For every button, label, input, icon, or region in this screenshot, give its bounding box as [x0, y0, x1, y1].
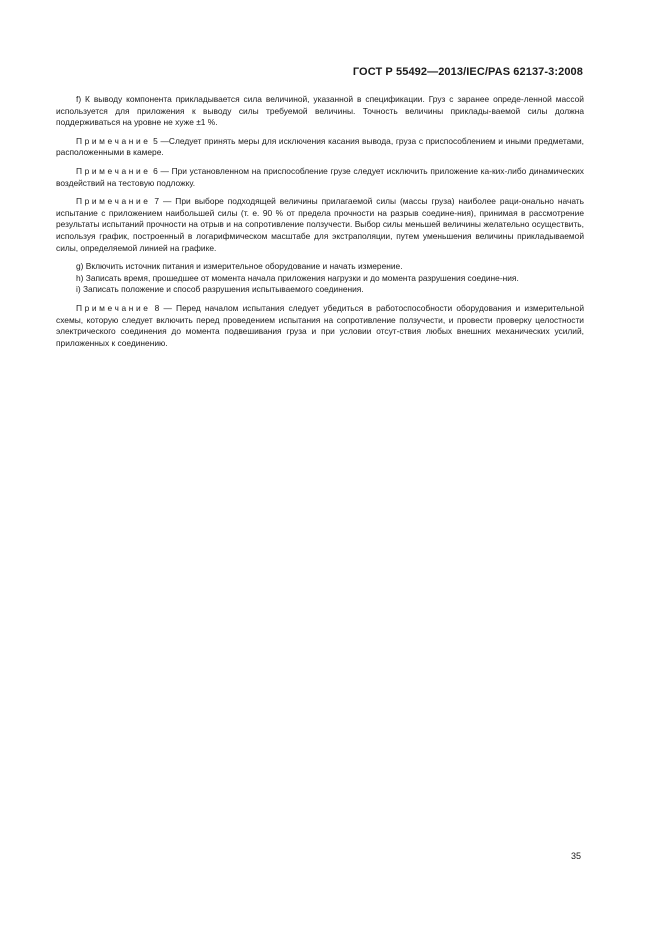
note-label: Примечание — [76, 165, 151, 176]
note-text: 5 —Следует принять меры для исключения касания вывода, груза с приспособлением и иными предметами, расположенными в камере. — [56, 135, 584, 158]
note-5 — [56, 136, 584, 159]
note-6 — [56, 166, 584, 189]
note-label: Примечание — [76, 196, 151, 207]
note-label: Примечание — [76, 302, 151, 313]
page-number: 35 — [570, 851, 581, 861]
note-8 — [56, 303, 584, 349]
note-label: Примечание — [76, 135, 151, 146]
paragraph-g: g) Включить источник питания и измерительное оборудование и начать измерение. — [76, 261, 403, 272]
paragraph-i: i) Записать положение и способ разрушения испытываемого соединения. — [76, 284, 364, 295]
note-text: 6 — При установленном на приспособление грузе следует исключить приложение ка-ких-либо динамических воздействий на тестовую подложку. — [56, 165, 584, 188]
paragraph-f: f) К выводу компонента прикладывается сила величиной, указанной в спецификации. Груз с заранее опреде-ленной массой используется для приложения к выводу силы требуемой величины. Точность величины приклады-ваемой силы должна поддерживаться на уровне не хуже ±1 %. — [56, 94, 584, 128]
note-text: 8 — Перед началом испытания следует убедиться в работоспособности оборудования и измерительной схемы, которую следует включить перед проведением испытания на сопротивление ползучести, и провести проверку целостности электрического соединения до момента подвешивания груза и при условии отсут-ствия любых внешних механических усилий, приложенных к соединению. — [56, 302, 584, 348]
note-text: 7 — При выборе подходящей величины прилагаемой силы (массы груза) наиболее раци-онально начать испытание с приложением наибольшей силы (т. е. 90 % от предела прочности на разрыв соедине-ния), принимая в рассмотрение результаты испытаний прочности на отрыв и на сопротивление ползучести. Выбор силы меньшей величины желательно осуществить, используя график, построенный в логарифмическом масштабе для экстраполяции, путем уменьшения величины прикладываемой силы, определяемой линией на графике. — [56, 196, 584, 253]
note-7 — [56, 196, 584, 254]
paragraph-h: h) Записать время, прошедшее от момента начала приложения нагрузки и до момента разрушения соедине-ния. — [76, 272, 519, 283]
document-header: ГОСТ Р 55492—2013/IEC/PAS 62137-3:2008 — [352, 66, 583, 78]
document-body — [56, 94, 584, 349]
